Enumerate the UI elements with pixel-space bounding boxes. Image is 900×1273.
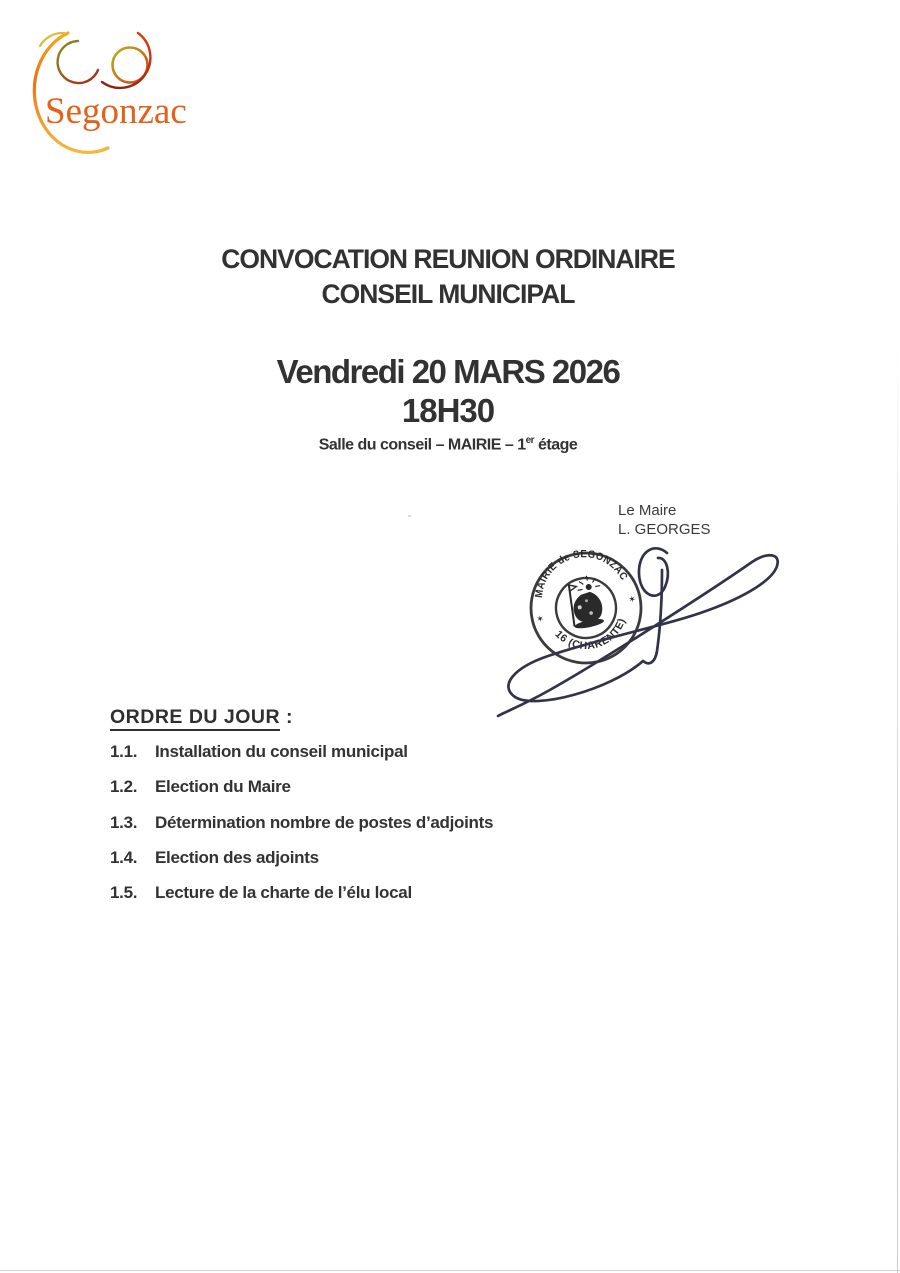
agenda-item-number: 1.1. bbox=[110, 742, 138, 761]
signature-flourish bbox=[498, 555, 778, 716]
agenda-item bbox=[110, 777, 493, 797]
stamp-text-bottom: 16 (CHARENTE) bbox=[552, 616, 629, 653]
scan-edge-bottom bbox=[0, 1270, 900, 1272]
logo-arc-red bbox=[102, 33, 150, 88]
agenda-heading-colon: : bbox=[280, 706, 294, 728]
agenda-heading bbox=[110, 706, 293, 729]
agenda-item-number: 1.4. bbox=[110, 847, 138, 867]
signature-letter-g bbox=[639, 548, 668, 595]
signatory-block bbox=[618, 501, 711, 539]
document-title bbox=[0, 242, 896, 312]
location-text-end: étage bbox=[534, 436, 578, 454]
stamp-star-right: ✶ bbox=[627, 593, 637, 605]
location-ordinal-suffix: er bbox=[525, 435, 535, 446]
agenda-item bbox=[110, 848, 493, 868]
agenda-heading-text: ORDRE DU JOUR bbox=[110, 706, 280, 731]
agenda-item-label: Election du Maire bbox=[155, 777, 291, 797]
agenda-item-label: Election des adjoints bbox=[155, 847, 319, 867]
scan-speck bbox=[408, 515, 411, 517]
agenda-item bbox=[110, 813, 493, 833]
agenda-item bbox=[110, 742, 493, 762]
logo-arc-spiral bbox=[58, 41, 98, 83]
agenda-item bbox=[110, 883, 493, 903]
agenda-item-number: 1.5. bbox=[110, 883, 138, 903]
signatory-role: Le Maire bbox=[618, 502, 677, 519]
stamp-star-left: ✶ bbox=[535, 613, 545, 625]
signature-stem bbox=[643, 570, 662, 663]
scan-edge-right bbox=[897, 340, 899, 1273]
signatory-name: L. GEORGES bbox=[618, 521, 711, 538]
meeting-time: 18H30 bbox=[401, 392, 495, 429]
agenda-item-number: 1.3. bbox=[110, 812, 138, 832]
segonzac-logo bbox=[20, 15, 200, 165]
meeting-location bbox=[0, 435, 896, 454]
meeting-info bbox=[0, 352, 896, 454]
signature bbox=[478, 536, 790, 726]
agenda-list bbox=[110, 742, 493, 918]
stamp-text-top: MAIRIE de SEGONZAC bbox=[532, 548, 631, 599]
agenda-item-label: Détermination nombre de postes d’adjoints bbox=[155, 812, 494, 832]
agenda-item-label: Installation du conseil municipal bbox=[155, 742, 408, 761]
logo-wordmark: Segonzac bbox=[45, 91, 187, 132]
meeting-date: Vendredi 20 MARS 2026 bbox=[276, 353, 620, 390]
agenda-item-number: 1.2. bbox=[110, 777, 138, 797]
title-line-2: CONSEIL MUNICIPAL bbox=[321, 279, 575, 309]
agenda-item-label: Lecture de la charte de l’élu local bbox=[155, 883, 412, 903]
title-line-1: CONVOCATION REUNION ORDINAIRE bbox=[221, 244, 675, 274]
location-text: Salle du conseil – MAIRIE – 1 bbox=[318, 436, 526, 454]
